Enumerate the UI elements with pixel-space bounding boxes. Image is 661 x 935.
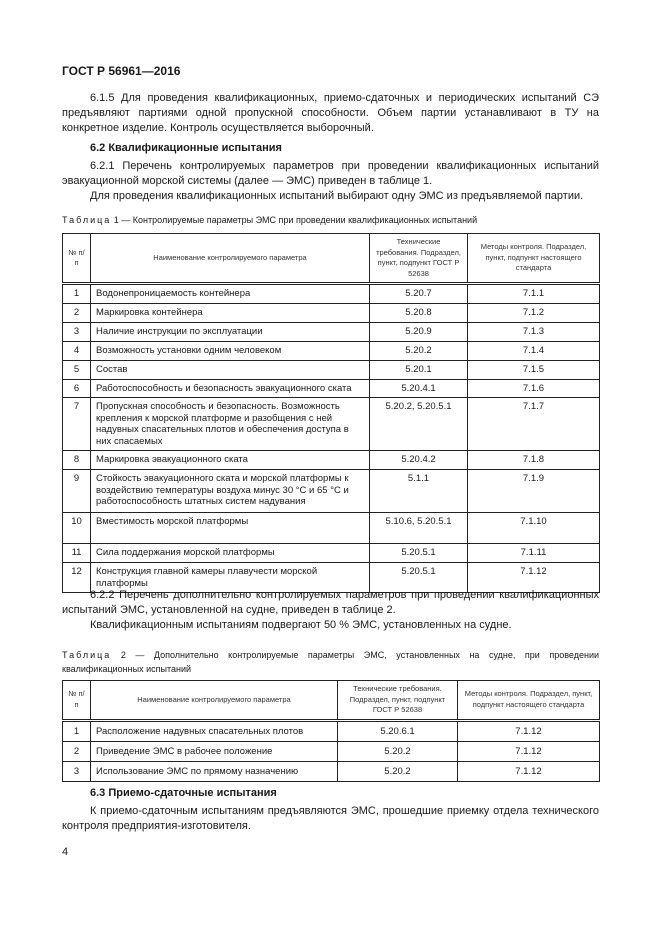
caption-text: 1 — Контролируемые параметры ЭМС при проведении квалификационных испытаний bbox=[111, 215, 478, 225]
page-number: 4 bbox=[62, 846, 69, 858]
cell-parameter-name: Пропускная способность и безопасность. Возможность крепления к морской платформе и разобщения с ней надувных спасательных плотов и обеспечения доступа в них спасаемых bbox=[91, 398, 370, 451]
document-code: ГОСТ Р 56961—2016 bbox=[62, 64, 181, 78]
cell-technical-requirements: 5.20.5.1 bbox=[370, 544, 468, 563]
section-6-2-1 bbox=[62, 159, 599, 204]
table-row bbox=[63, 513, 600, 544]
cell-technical-requirements: 5.20.1 bbox=[370, 360, 468, 379]
cell-parameter-name: Маркировка эвакуационного ската bbox=[91, 451, 370, 470]
column-header-parameter-name: Наименование контролируемого параметра bbox=[91, 234, 370, 284]
table-row bbox=[63, 303, 600, 322]
cell-parameter-name: Возможность установки одним человеком bbox=[91, 341, 370, 360]
cell-control-methods: 7.1.2 bbox=[468, 303, 600, 322]
table-row bbox=[63, 741, 600, 761]
cell-row-number: 8 bbox=[63, 451, 91, 470]
table-2 bbox=[62, 680, 600, 782]
table-row bbox=[63, 322, 600, 341]
cell-control-methods: 7.1.1 bbox=[468, 284, 600, 304]
cell-row-number: 10 bbox=[63, 513, 91, 544]
paragraph: 6.2.1 Перечень контролируемых параметров при проведении квалификационных испытаний эвакуационной морской системы (далее — ЭМС) приведен в таблице 1. bbox=[62, 160, 599, 187]
section-6-3 bbox=[62, 804, 599, 834]
section-heading-6-3: 6.3 Приемо-сдаточные испытания bbox=[90, 787, 277, 799]
caption-label: Таблица bbox=[62, 650, 112, 660]
cell-parameter-name: Сила поддержания морской платформы bbox=[91, 544, 370, 563]
paragraph: Квалификационным испытаниям подвергают 50 % ЭМС, установленных на судне. bbox=[90, 619, 512, 631]
cell-row-number: 9 bbox=[63, 470, 91, 513]
cell-technical-requirements: 5.20.8 bbox=[370, 303, 468, 322]
paragraph: Для проведения квалификационных испытаний выбирают одну ЭМС из предъявляемой партии. bbox=[90, 190, 584, 202]
cell-control-methods: 7.1.12 bbox=[458, 720, 600, 741]
cell-technical-requirements: 5.20.2 bbox=[338, 761, 458, 781]
cell-technical-requirements: 5.20.2 bbox=[370, 341, 468, 360]
column-header-row-number: № п/п bbox=[63, 234, 91, 284]
cell-control-methods: 7.1.12 bbox=[468, 563, 600, 593]
paragraph: 6.1.5 Для проведения квалификационных, приемо-сдаточных и периодических испытаний СЭ предъявляют партиями одной пропускной способности. Объем партии устанавливают в ТУ на конкретное изделие. Контроль осуществляется выборочный. bbox=[62, 92, 599, 134]
table-row bbox=[63, 360, 600, 379]
paragraph: 6.2.2 Перечень дополнительно контролируемых параметров при проведении квалификационных испытаний ЭМС, установленной на судне, приведен в таблице 2. bbox=[62, 589, 599, 616]
cell-parameter-name: Работоспособность и безопасность эвакуационного ската bbox=[91, 379, 370, 398]
table-row bbox=[63, 544, 600, 563]
table-2-caption bbox=[62, 648, 599, 676]
cell-technical-requirements: 5.20.5.1 bbox=[370, 563, 468, 593]
cell-technical-requirements: 5.20.4.1 bbox=[370, 379, 468, 398]
cell-technical-requirements: 5.1.1 bbox=[370, 470, 468, 513]
cell-technical-requirements: 5.20.2, 5.20.5.1 bbox=[370, 398, 468, 451]
cell-control-methods: 7.1.4 bbox=[468, 341, 600, 360]
cell-control-methods: 7.1.10 bbox=[468, 513, 600, 544]
table-1 bbox=[62, 233, 600, 593]
table-row bbox=[63, 284, 600, 304]
cell-row-number: 2 bbox=[63, 303, 91, 322]
section-6-2-2 bbox=[62, 588, 599, 633]
table-row bbox=[63, 379, 600, 398]
table-row bbox=[63, 720, 600, 741]
cell-technical-requirements: 5.10.6, 5.20.5.1 bbox=[370, 513, 468, 544]
cell-parameter-name: Использование ЭМС по прямому назначению bbox=[91, 761, 338, 781]
cell-technical-requirements: 5.20.2 bbox=[338, 741, 458, 761]
cell-parameter-name: Приведение ЭМС в рабочее положение bbox=[91, 741, 338, 761]
table-row bbox=[63, 341, 600, 360]
cell-row-number: 2 bbox=[63, 741, 91, 761]
cell-parameter-name: Наличие инструкции по эксплуатации bbox=[91, 322, 370, 341]
cell-parameter-name: Маркировка контейнера bbox=[91, 303, 370, 322]
cell-technical-requirements: 5.20.6.1 bbox=[338, 720, 458, 741]
table-header-row bbox=[63, 234, 600, 284]
cell-control-methods: 7.1.3 bbox=[468, 322, 600, 341]
cell-control-methods: 7.1.5 bbox=[468, 360, 600, 379]
column-header-control-methods: Методы контроля. Подраздел, пункт, подпункт настоящего стандарта bbox=[458, 681, 600, 721]
cell-parameter-name: Состав bbox=[91, 360, 370, 379]
section-6-1-5 bbox=[62, 91, 599, 136]
cell-control-methods: 7.1.9 bbox=[468, 470, 600, 513]
cell-control-methods: 7.1.12 bbox=[458, 741, 600, 761]
cell-technical-requirements: 5.20.7 bbox=[370, 284, 468, 304]
cell-control-methods: 7.1.11 bbox=[468, 544, 600, 563]
cell-row-number: 12 bbox=[63, 563, 91, 593]
table-row bbox=[63, 761, 600, 781]
cell-row-number: 5 bbox=[63, 360, 91, 379]
cell-control-methods: 7.1.6 bbox=[468, 379, 600, 398]
table-row bbox=[63, 398, 600, 451]
cell-row-number: 7 bbox=[63, 398, 91, 451]
column-header-control-methods: Методы контроля. Подраздел, пункт, подпункт настоящего стандарта bbox=[468, 234, 600, 284]
cell-control-methods: 7.1.12 bbox=[458, 761, 600, 781]
column-header-technical-requirements: Технические требования. Подраздел, пункт, подпункт ГОСТ Р 52638 bbox=[370, 234, 468, 284]
cell-row-number: 6 bbox=[63, 379, 91, 398]
cell-control-methods: 7.1.8 bbox=[468, 451, 600, 470]
column-header-row-number: № п/п bbox=[63, 681, 91, 721]
caption-text: 2 — Дополнительно контролируемые параметры ЭМС, установленных на судне, при проведении квалификационных испытаний bbox=[62, 650, 599, 674]
cell-parameter-name: Стойкость эвакуационного ската и морской платформы к воздействию температуры воздуха минус 30 °С и 65 °С и работоспособность штатных систем надувания bbox=[91, 470, 370, 513]
cell-control-methods: 7.1.7 bbox=[468, 398, 600, 451]
table-header-row bbox=[63, 681, 600, 721]
cell-parameter-name: Водонепроницаемость контейнера bbox=[91, 284, 370, 304]
caption-label: Таблица bbox=[62, 215, 112, 225]
cell-row-number: 11 bbox=[63, 544, 91, 563]
cell-row-number: 4 bbox=[63, 341, 91, 360]
table-row bbox=[63, 451, 600, 470]
table-row bbox=[63, 470, 600, 513]
cell-parameter-name: Конструкция главной камеры плавучести морской платформы bbox=[91, 563, 370, 593]
cell-row-number: 3 bbox=[63, 761, 91, 781]
cell-row-number: 1 bbox=[63, 720, 91, 741]
section-heading-6-2: 6.2 Квалификационные испытания bbox=[90, 142, 282, 154]
cell-technical-requirements: 5.20.4.2 bbox=[370, 451, 468, 470]
cell-technical-requirements: 5.20.9 bbox=[370, 322, 468, 341]
cell-row-number: 3 bbox=[63, 322, 91, 341]
cell-parameter-name: Вместимость морской платформы bbox=[91, 513, 370, 544]
column-header-technical-requirements: Технические требования. Подраздел, пункт, подпункт ГОСТ Р 52638 bbox=[338, 681, 458, 721]
table-1-caption bbox=[62, 213, 599, 227]
column-header-parameter-name: Наименование контролируемого параметра bbox=[91, 681, 338, 721]
cell-parameter-name: Расположение надувных спасательных плотов bbox=[91, 720, 338, 741]
cell-row-number: 1 bbox=[63, 284, 91, 304]
paragraph: К приемо-сдаточным испытаниям предъявляются ЭМС, прошедшие приемку отдела технического контроля предприятия-изготовителя. bbox=[62, 805, 599, 832]
